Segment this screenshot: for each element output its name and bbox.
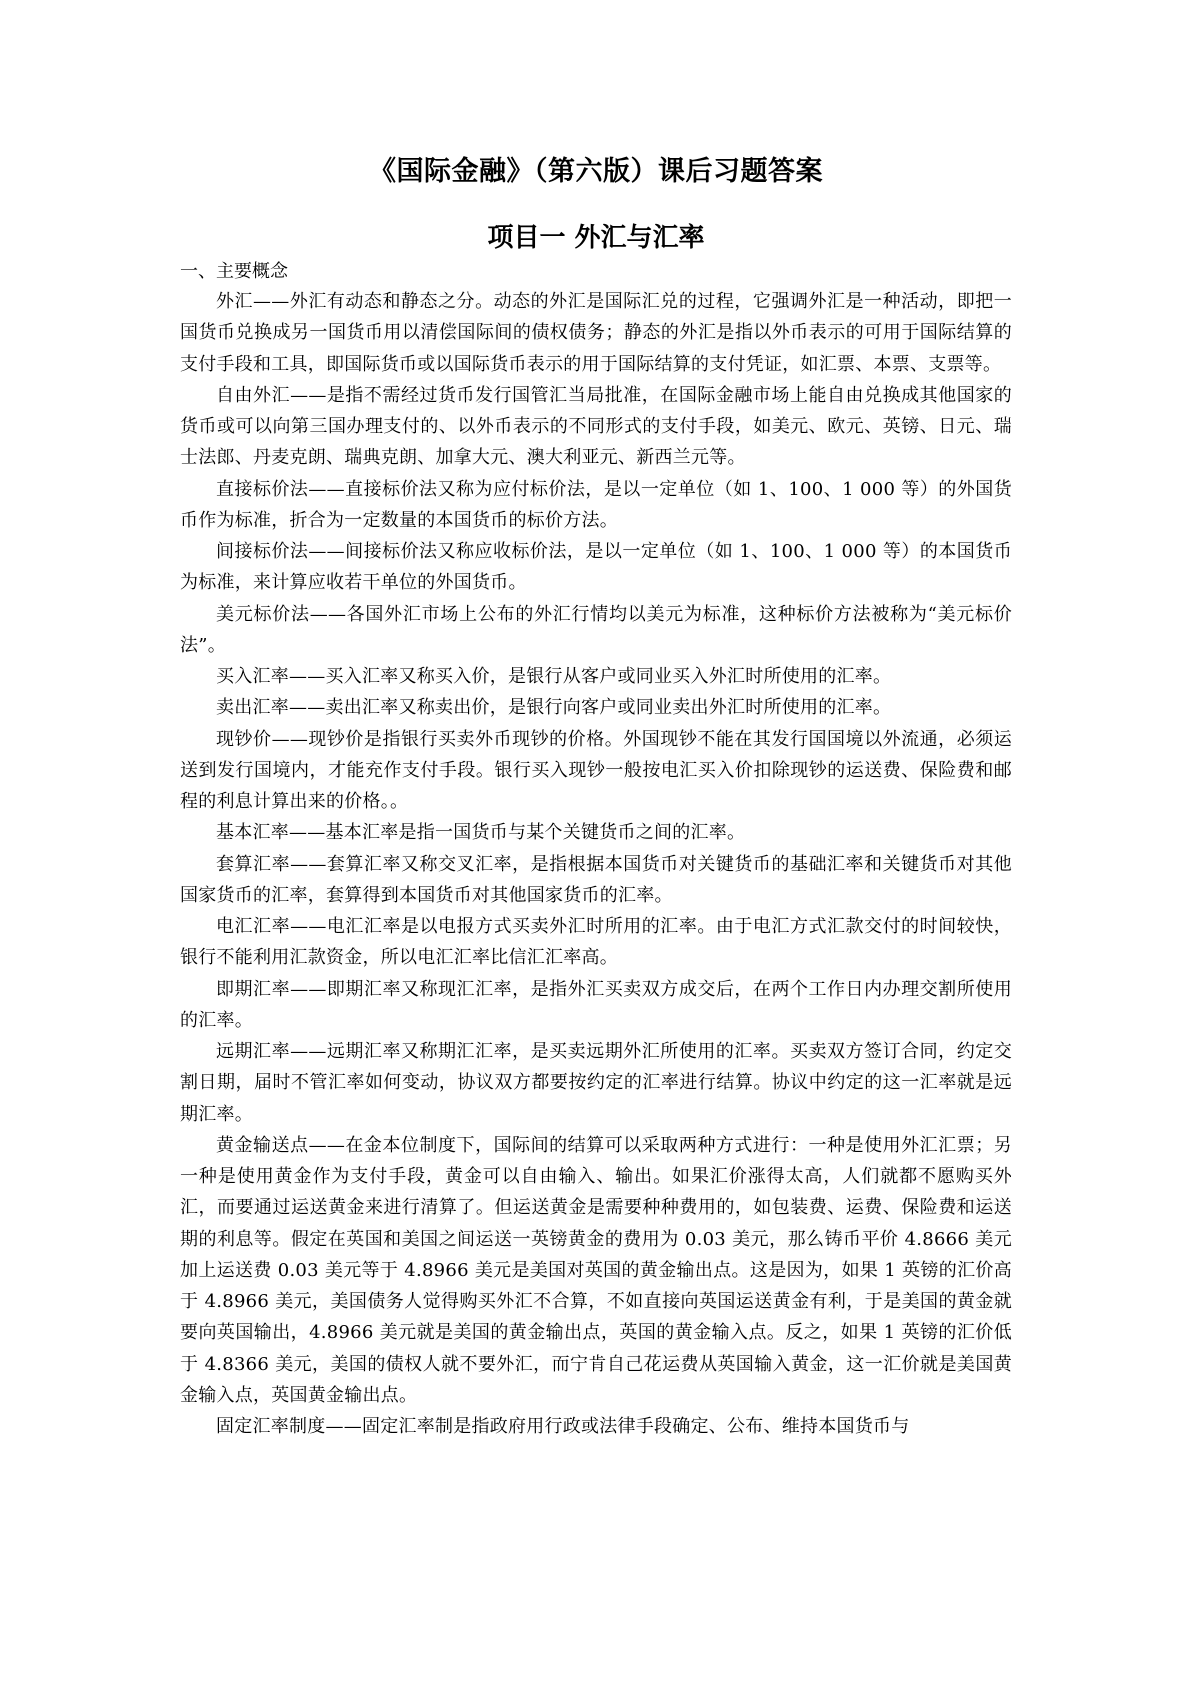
concept-list	[180, 286, 1012, 1442]
concept-paragraph: 即期汇率——即期汇率又称现汇汇率，是指外汇买卖双方成交后，在两个工作日内办理交割所使用的汇率。	[180, 978, 1012, 1031]
concept-paragraph: 黄金输送点——在金本位制度下，国际间的结算可以采取两种方式进行：一种是使用外汇汇票；另一种是使用黄金作为支付手段，黄金可以自由输入、输出。如果汇价涨得太高，人们就都不愿购买外汇，而要通过运送黄金来进行清算了。但运送黄金是需要种种费用的，如包装费、运费、保险费和运送期的利息等。假定在英国和美国之间运送一英镑黄金的费用为 0.03 美元，那么铸币平价 4.8666 美元加上运送费 0.03 美元等于 4.8966 美元是美国对英国的黄金输出点。这是因为，如果 1 英镑的汇价高于 4.8966 美元，美国债务人觉得购买外汇不合算，不如直接向英国运送黄金有利，于是美国的黄金就要向英国输出，4.8966 美元就是美国的黄金输出点，英国的黄金输入点。反之，如果 1 英镑的汇价低于 4.8366 美元，美国的债权人就不要外汇，而宁肯自己花运费从英国输入黄金，这一汇价就是美国黄金输入点，英国黄金输出点。	[180, 1134, 1012, 1406]
concept-paragraph: 远期汇率——远期汇率又称期汇汇率，是买卖远期外汇所使用的汇率。买卖双方签订合同，约定交割日期，届时不管汇率如何变动，协议双方都要按约定的汇率进行结算。协议中约定的这一汇率就是远期汇率。	[180, 1041, 1012, 1125]
concept-paragraph: 现钞价——现钞价是指银行买卖外币现钞的价格。外国现钞不能在其发行国国境以外流通，必须运送到发行国境内，才能充作支付手段。银行买入现钞一般按电汇买入价扣除现钞的运送费、保险费和邮程的利息计算出来的价格。。	[180, 728, 1012, 812]
concept-paragraph: 卖出汇率——卖出汇率又称卖出价，是银行向客户或同业卖出外汇时所使用的汇率。	[216, 697, 892, 719]
concept-paragraph: 美元标价法——各国外汇市场上公布的外汇行情均以美元为标准，这种标价方法被称为“美元标价法”。	[180, 603, 1012, 656]
concept-paragraph: 间接标价法——间接标价法又称应收标价法，是以一定单位（如 1、100、1 000 等）的本国货币为标准，来计算应收若干单位的外国货币。	[180, 541, 1012, 594]
document-title: 《国际金融》（第六版）课后习题答案	[369, 156, 823, 187]
concept-paragraph: 买入汇率——买入汇率又称买入价，是银行从客户或同业买入外汇时所使用的汇率。	[216, 666, 892, 687]
page-content	[180, 152, 1012, 1442]
concept-paragraph: 固定汇率制度——固定汇率制是指政府用行政或法律手段确定、公布、维持本国货币与	[216, 1416, 910, 1437]
concept-paragraph: 电汇汇率——电汇汇率是以电报方式买卖外汇时所用的汇率。由于电汇方式汇款交付的时间较快，银行不能利用汇款资金，所以电汇汇率比信汇汇率高。	[180, 916, 1012, 969]
concept-paragraph: 直接标价法——直接标价法又称为应付标价法，是以一定单位（如 1、100、1 000 等）的外国货币作为标准，折合为一定数量的本国货币的标价方法。	[180, 478, 1012, 531]
section-title: 项目一 外汇与汇率	[487, 223, 705, 253]
subsection-heading: 一、主要概念	[180, 261, 288, 282]
concept-paragraph: 基本汇率——基本汇率是指一国货币与某个关键货币之间的汇率。	[216, 822, 746, 844]
concept-paragraph: 自由外汇——是指不需经过货币发行国管汇当局批准，在国际金融市场上能自由兑换成其他国家的货币或可以向第三国办理支付的、以外币表示的不同形式的支付手段，如美元、欧元、英镑、日元、瑞士法郎、丹麦克朗、瑞典克朗、加拿大元、澳大利亚元、新西兰元等。	[180, 384, 1012, 469]
concept-paragraph: 外汇——外汇有动态和静态之分。动态的外汇是国际汇兑的过程，它强调外汇是一种活动，即把一国货币兑换成另一国货币用以清偿国际间的债权债务；静态的外汇是指以外币表示的可用于国际结算的支付手段和工具，即国际货币或以国际货币表示的用于国际结算的支付凭证，如汇票、本票、支票等。	[180, 291, 1012, 375]
concept-paragraph: 套算汇率——套算汇率又称交叉汇率，是指根据本国货币对关键货币的基础汇率和关键货币对其他国家货币的汇率，套算得到本国货币对其他国家货币的汇率。	[180, 853, 1012, 906]
